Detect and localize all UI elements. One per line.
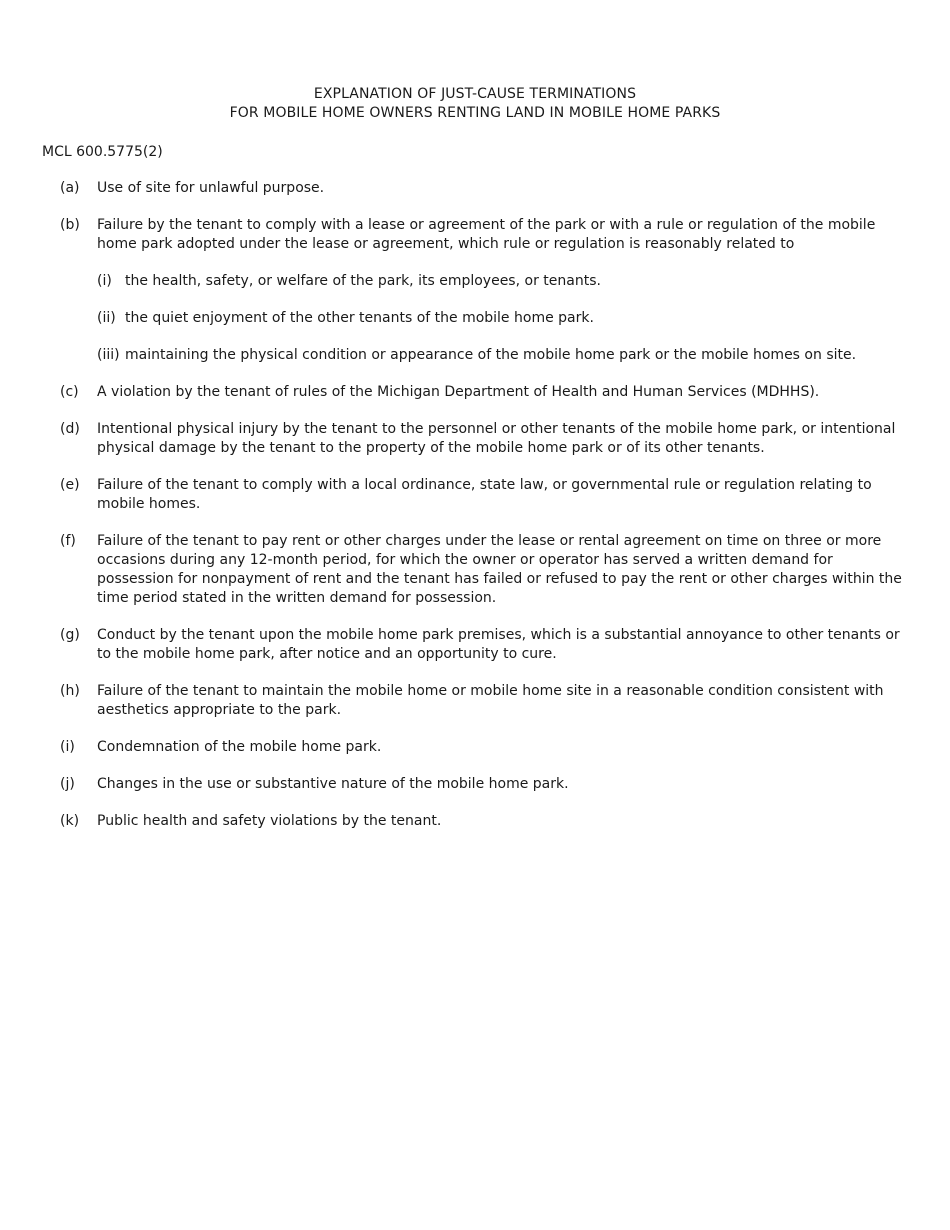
list-item-f bbox=[42, 532, 908, 608]
sub-item-text: the health, safety, or welfare of the park, its employees, or tenants. bbox=[125, 273, 601, 289]
sub-item-iii bbox=[42, 346, 908, 365]
item-text: Public health and safety violations by the tenant. bbox=[97, 813, 442, 829]
item-label: (c) bbox=[60, 384, 79, 400]
item-text: Failure of the tenant to pay rent or other charges under the lease or rental agreement on time on three or more occasions during any 12-month period, for which the owner or operator has served a written demand for possession for nonpayment of rent and the tenant has failed or refused to pay the rent or other charges within the time period stated in the written demand for possession. bbox=[97, 533, 902, 606]
title-line-2: FOR MOBILE HOME OWNERS RENTING LAND IN MOBILE HOME PARKS bbox=[229, 105, 721, 121]
list-item-a bbox=[42, 179, 908, 198]
item-label: (i) bbox=[60, 739, 75, 755]
list-item-e bbox=[42, 476, 908, 514]
item-text: Failure by the tenant to comply with a lease or agreement of the park or with a rule or regulation of the mobile home park adopted under the lease or agreement, which rule or regulation is reasonably related to bbox=[97, 217, 876, 252]
termination-list bbox=[42, 179, 908, 831]
list-item-i bbox=[42, 738, 908, 757]
item-label: (h) bbox=[60, 683, 80, 699]
statute-citation: MCL 600.5775(2) bbox=[42, 144, 163, 160]
list-item-g bbox=[42, 626, 908, 664]
item-text: Condemnation of the mobile home park. bbox=[97, 739, 382, 755]
sub-item-text: maintaining the physical condition or appearance of the mobile home park or the mobile homes on site. bbox=[125, 347, 857, 363]
item-label: (d) bbox=[60, 421, 80, 437]
list-item-b bbox=[42, 216, 908, 254]
list-item-j bbox=[42, 775, 908, 794]
list-item-c bbox=[42, 383, 908, 402]
item-label: (j) bbox=[60, 776, 75, 792]
item-text: Failure of the tenant to comply with a local ordinance, state law, or governmental rule or regulation relating to mobile homes. bbox=[97, 477, 872, 512]
item-text: Conduct by the tenant upon the mobile home park premises, which is a substantial annoyance to other tenants or to the mobile home park, after notice and an opportunity to cure. bbox=[97, 627, 900, 662]
item-label: (g) bbox=[60, 627, 80, 643]
sub-item-label: (ii) bbox=[97, 310, 116, 326]
sub-item-label: (i) bbox=[97, 273, 112, 289]
item-label: (e) bbox=[60, 477, 80, 493]
item-text: Changes in the use or substantive nature of the mobile home park. bbox=[97, 776, 569, 792]
sub-item-label: (iii) bbox=[97, 347, 120, 363]
item-label: (b) bbox=[60, 217, 80, 233]
item-label: (a) bbox=[60, 180, 80, 196]
item-text: Failure of the tenant to maintain the mobile home or mobile home site in a reasonable condition consistent with aesthetics appropriate to the park. bbox=[97, 683, 884, 718]
item-label: (k) bbox=[60, 813, 80, 829]
title-line-1: EXPLANATION OF JUST-CAUSE TERMINATIONS bbox=[313, 86, 637, 102]
item-text: A violation by the tenant of rules of the Michigan Department of Health and Human Services (MDHHS). bbox=[97, 384, 820, 400]
list-item-d bbox=[42, 420, 908, 458]
document-title bbox=[42, 85, 908, 123]
item-text: Use of site for unlawful purpose. bbox=[97, 180, 325, 196]
list-item-h bbox=[42, 682, 908, 720]
item-text: Intentional physical injury by the tenant to the personnel or other tenants of the mobile home park, or intentional physical damage by the tenant to the property of the mobile home park or of its other tenants. bbox=[97, 421, 896, 456]
sub-item-ii bbox=[42, 309, 908, 328]
sub-item-i bbox=[42, 272, 908, 291]
item-label: (f) bbox=[60, 533, 76, 549]
sub-item-text: the quiet enjoyment of the other tenants of the mobile home park. bbox=[125, 310, 594, 326]
list-item-k bbox=[42, 812, 908, 831]
